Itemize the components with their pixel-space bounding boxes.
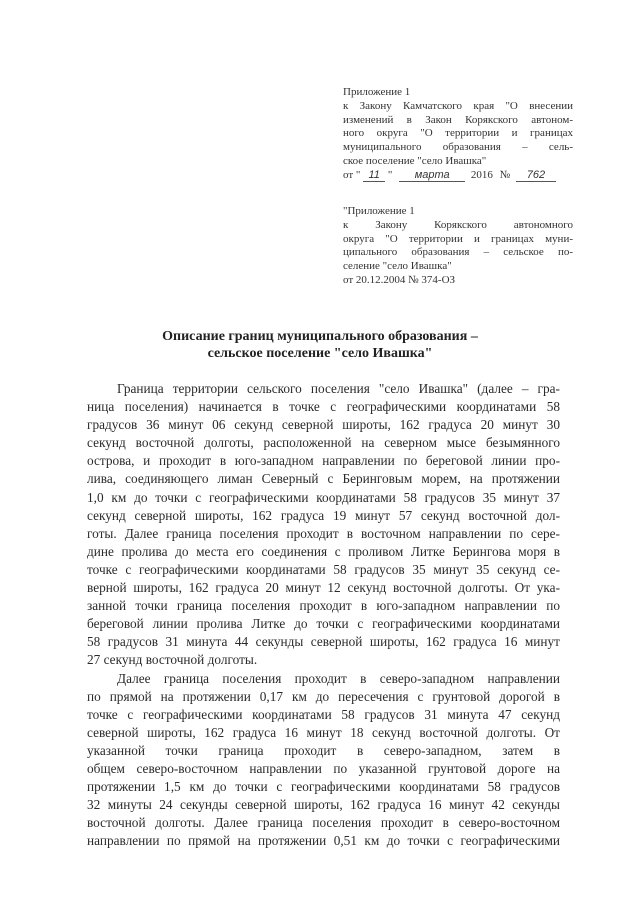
document-title — [100, 328, 540, 362]
paragraph-line: 27 секунд восточной долготы. — [87, 652, 258, 668]
date-month: марта — [399, 169, 465, 182]
appendix-line: изменений в Закон Корякского автоном- — [343, 113, 573, 126]
title-line: Описание границ муниципального образования – — [162, 329, 478, 344]
paragraph-line: готы. Далее граница поселения проходит в восточном направлении по сере- — [87, 525, 560, 541]
appendix-line: к Закону Камчатского края "О внесении — [343, 99, 573, 112]
paragraph-line: градусов 36 минут 06 секунд северной широты, 162 градуса 20 минут 30 — [87, 417, 560, 433]
paragraph-line: северной широты, 162 градуса 16 минут 18 секунд восточной долготы. От — [87, 724, 560, 740]
document-body — [87, 380, 560, 850]
paragraph-line: по прямой на протяжении 0,17 км до пересечения с грунтовой дорогой в — [87, 688, 560, 704]
appendix-dateline — [343, 169, 573, 183]
appendix-line: ское поселение "село Ивашка" — [343, 154, 487, 167]
appendix-line: округа "О территории и границах муни- — [343, 232, 573, 245]
appendix-line: к Закону Корякского автономного — [343, 218, 573, 231]
appendix-heading: Приложение 1 — [343, 86, 411, 98]
number-sign: № — [499, 168, 511, 181]
paragraph-line: точке с географическими координатами 58 градусов 35 минут 35 секунд се- — [87, 561, 560, 577]
appendix-line: селение "село Ивашка" — [343, 260, 452, 273]
paragraph-line: острова, и проходит в юго-западном направлении по береговой линии про- — [87, 453, 560, 469]
paragraph-line: 58 градусов 31 минута 44 секунды северной широты, 162 градуса 16 минут — [87, 634, 560, 650]
paragraph-line: Граница территории сельского поселения "село Ивашка" (далее – гра- — [117, 381, 560, 396]
paragraph-line: Далее граница поселения проходит в северо-западном направлении — [117, 670, 560, 686]
paragraph-line: секунд восточной долготы, расположенной на северном мысе безымянного — [87, 435, 560, 451]
appendix-line: от 20.12.2004 № 374-ОЗ — [343, 273, 456, 286]
appendix-line: ного округа "О территории и границах — [343, 127, 573, 140]
paragraph-line: 32 минуты 24 секунды северной широты, 162 градуса 16 минут 42 секунды — [87, 797, 560, 813]
date-prefix: от " — [343, 168, 361, 181]
paragraph-line: восточной долготы. Далее граница поселения проходит в северо-восточном — [87, 815, 560, 831]
paragraph-line: ница поселения) начинается в точке с географическими координатами 58 — [87, 399, 560, 415]
date-quote-close: " — [387, 168, 393, 181]
date-day: 11 — [363, 169, 385, 182]
paragraph-line: береговой линии пролива Литке до точки с географическими координатами — [87, 616, 560, 632]
paragraph-line: верной широты, 162 градуса 20 минут 12 секунд восточной долготы. От ука- — [87, 580, 560, 596]
title-line: сельское поселение "село Ивашка" — [207, 346, 433, 361]
document-number: 762 — [516, 169, 556, 182]
body-paragraph — [87, 670, 560, 851]
paragraph-line: лива, соединяющего лиман Северный с Беринговым морем, на протяжении — [87, 471, 560, 487]
appendix-amendment-block — [343, 86, 573, 183]
appendix-line: ципального образования – сельское по- — [343, 246, 573, 259]
body-paragraph — [87, 380, 560, 670]
appendix-line: муниципального образования – сель- — [343, 141, 573, 154]
paragraph-line: 1,0 км до точки с географическими координатами 58 градусов 35 минут 37 — [87, 489, 560, 505]
appendix-original-block — [343, 205, 573, 288]
paragraph-line: указанной точки граница проходит в северо-западном, затем в — [87, 742, 560, 758]
date-year: 2016 — [470, 168, 493, 181]
paragraph-line: секунд северной широты, 162 градуса 19 минут 57 секунд восточной дол- — [87, 507, 560, 523]
paragraph-line: точке с географическими координатами 58 градусов 31 минута 47 секунд — [87, 706, 560, 722]
paragraph-line: дине пролива до места его соединения с проливом Литке Берингова моря в — [87, 543, 560, 559]
paragraph-line: протяжении 1,5 км до точки с географическими координатами 58 градусов — [87, 779, 560, 795]
appendix-line: "Приложение 1 — [343, 205, 415, 217]
paragraph-line: занной точки граница поселения проходит в юго-западном направлении по — [87, 598, 560, 614]
paragraph-line: направлении по прямой на протяжении 0,51 км до точки с географическими — [87, 833, 560, 849]
paragraph-line: общем северо-восточном направлении по указанной грунтовой дороге на — [87, 760, 560, 776]
